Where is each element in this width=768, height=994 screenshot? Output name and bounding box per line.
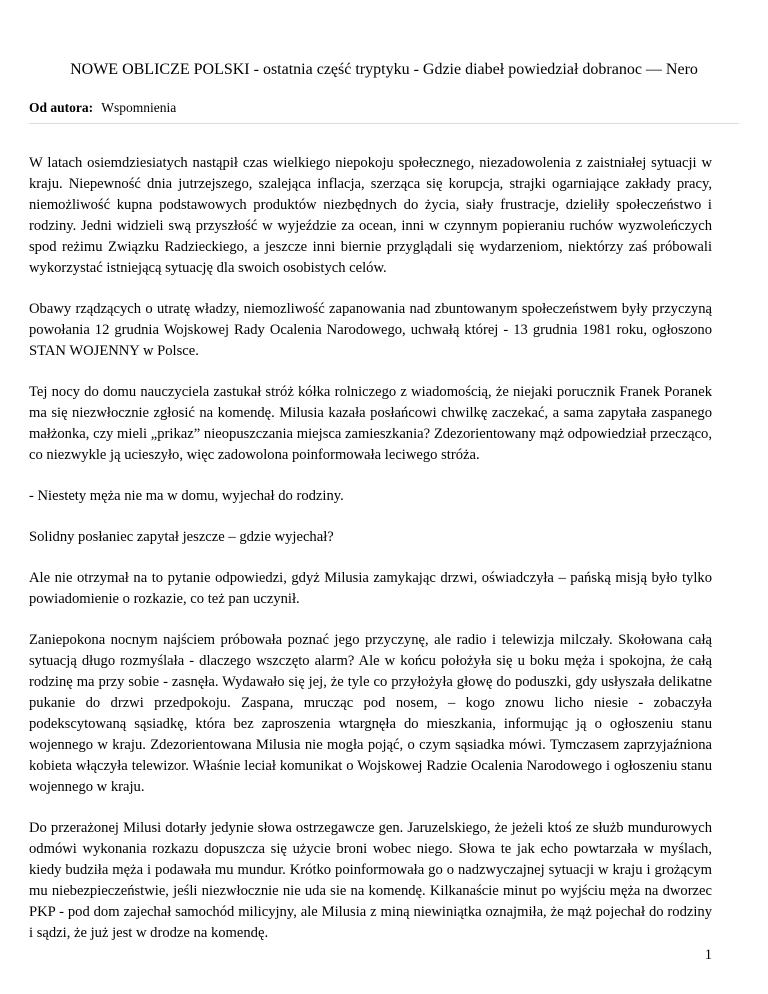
document-title: NOWE OBLICZE POLSKI - ostatnia część tryptyku - Gdzie diabeł powiedział dobranoc — Nero <box>70 61 698 78</box>
author-value: Wspomnienia <box>101 100 177 115</box>
paragraph: Solidny posłaniec zapytał jeszcze – gdzie wyjechał? <box>29 529 334 545</box>
paragraph: Obawy rządzących o utratę władzy, niemozliwość zapanowania nad zbuntowanym społeczeństwem były przyczyną powołania 12 grudnia Wojskowej Rady Ocalenia Narodowego, uchwałą której - 13 grudnia 1981 roku, ogłoszono STAN WOJENNY w Polsce. <box>29 301 712 359</box>
page-number: 1 <box>704 947 712 963</box>
paragraph: Do przerażonej Milusi dotarły jedynie słowa ostrzegawcze gen. Jaruzelskiego, że jeżeli ktoś ze służb mundurowych odmówi wykonania rozkazu dopuszcza się użycie broni wobec niego. Słowa te jak echo powtarzała w myślach, kiedy budziła męża i podawała mu mundur. Krótko poinformowała go o nadzwyczajnej sytuacji w kraju i grożącym mu niebezpieczeństwie, jeśli niezwłocznie nie uda sie na komendę. Kilkanaście minut po wyjściu męża na dworzec PKP - pod dom zajechał samochód milicyjny, ale Milusia z miną niewiniątka oznajmiła, że mąż pojechał do rodziny i sądzi, że już jest w drodze na komendę. <box>29 820 712 941</box>
author-label: Od autora: <box>29 100 94 115</box>
paragraph: Zaniepokona nocnym najściem próbowała poznać jego przyczynę, ale radio i telewizja milczały. Skołowana całą sytuacją długo rozmyślała - dlaczego wszczęto alarm? Ale w końcu położyła się u boku męża i spokojna, że całą rodzinę ma przy sobie - zasnęła. Wydawało się jej, że tyle co przyłożyła głowę do poduszki, gdy usłyszała delikatne pukanie do drzwi przedpokoju. Zaspana, mrucząc pod nosem, – kogo znowu licho niesie - zobaczyła podekscytowaną sąsiadkę, która bez zaproszenia wtargnęła do mieszkania, informując ją o ogłoszeniu stanu wojennego w kraju. Zdezorientowana Milusia nie mogła pojąć, o czym sąsiadka mówi. Tymczasem zaprzyjaźniona kobieta włączyła telewizor. Właśnie leciał komunikat o Wojskowej Radzie Ocalenia Narodowego i ogłoszeniu stanu wojennego w kraju. <box>29 632 712 795</box>
document-body <box>29 153 712 964</box>
author-info <box>29 99 739 124</box>
paragraph: W latach osiemdziesiatych nastąpił czas wielkiego niepokoju społecznego, niezadowolenia z zaistniałej sytuacji w kraju. Niepewność dnia jutrzejszego, szalejąca inflacja, szerząca się korupcja, strajki ogarniające zakłady pracy, niemożliwość kupna podstawowych produktów niezbędnych do życia, siały frustracje, dzieliły społeczeństwo i rodziny. Jedni widzieli swą przyszłość w wyjeździe za ocean, inni w czynnym popieraniu ruchów wyzwoleńczych spod reżimu Związku Radzieckiego, a jeszcze inni biernie przyglądali się wydarzeniom, niektórzy zaś próbowali wykorzystać istniejącą sytuację dla swoich osobistych celów. <box>29 155 712 276</box>
paragraph: - Niestety męża nie ma w domu, wyjechał do rodziny. <box>29 488 344 504</box>
paragraph: Ale nie otrzymał na to pytanie odpowiedzi, gdyż Milusia zamykając drzwi, oświadczyła – pańską misją było tylko powiadomienie o rozkazie, co też pan uczynił. <box>29 570 712 607</box>
paragraph: Tej nocy do domu nauczyciela zastukał stróż kółka rolniczego z wiadomością, że niejaki porucznik Franek Poranek ma się niezwłocznie zgłosić na komendę. Milusia kazała posłańcowi chwilkę zaczekać, a sama zapytała zaspanego małżonka, czy mieli „prikaz” nieopuszczania miejsca zamieszkania? Zdezorientowany mąż odpowiedział przecząco, co niezwykle ją ucieszyło, więc zadowolona poinformowała leciwego stróża. <box>29 384 712 463</box>
